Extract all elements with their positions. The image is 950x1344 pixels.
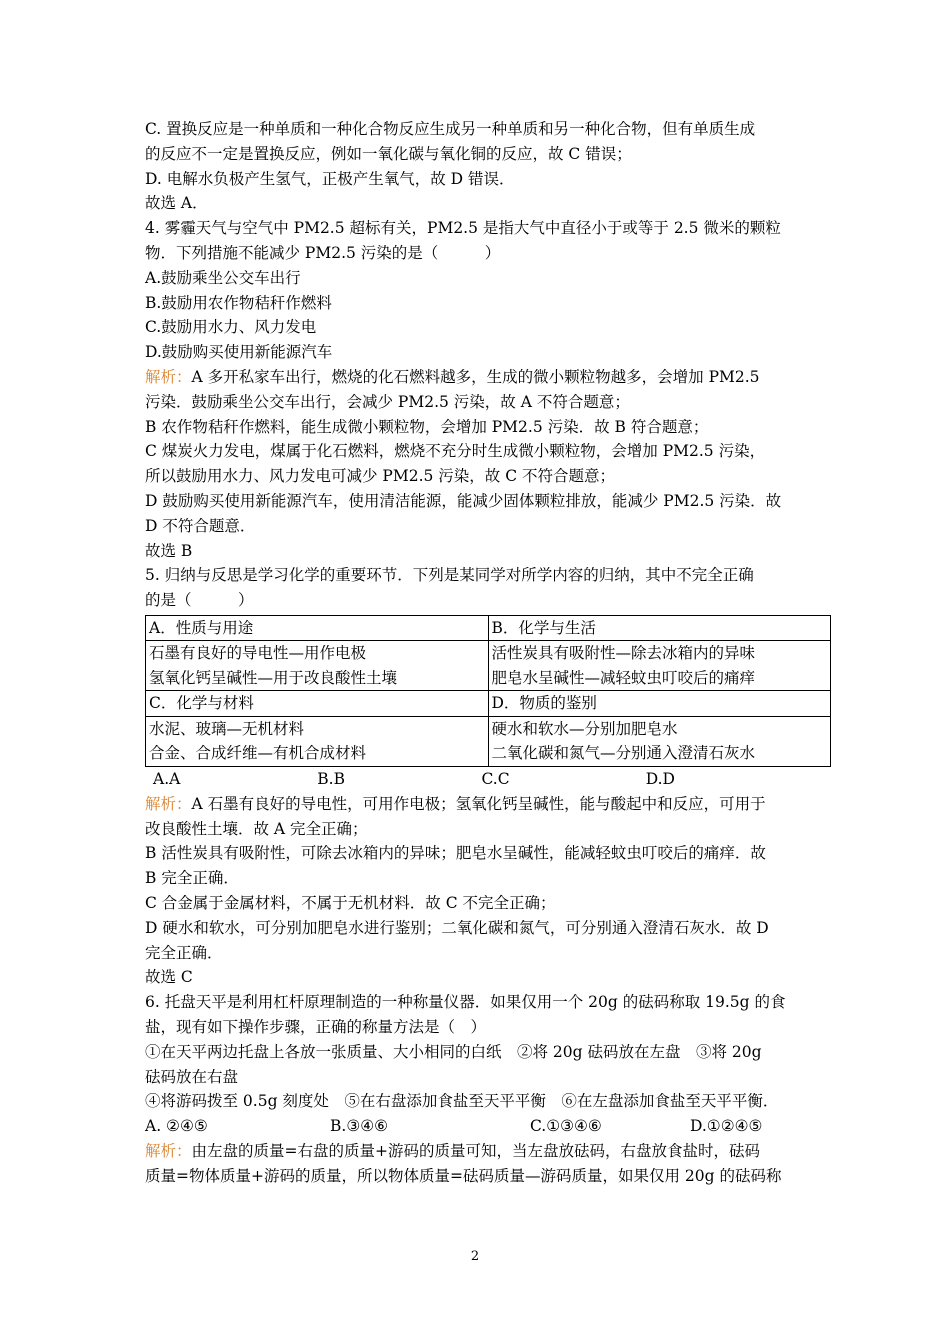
summary-table [145, 615, 831, 767]
text-line: 的是（ ） [145, 591, 254, 610]
cell-line: A．性质与用途 [149, 618, 254, 637]
analysis-label: 解析： [145, 367, 192, 386]
text-line: 5. 归纳与反思是学习化学的重要环节．下列是某同学对所学内容的归纳，其中不完全正确 [145, 566, 754, 585]
text-line: A.鼓励乘坐公交车出行 [145, 268, 301, 287]
text-line: D 鼓励购买使用新能源汽车，使用清洁能源，能减少固体颗粒排放，能减少 PM2.5 污染．故 [145, 491, 782, 510]
option-a: A.A [153, 769, 181, 788]
text-line: 物．下列措施不能减少 PM2.5 污染的是（ ） [145, 243, 501, 262]
table-cell [488, 615, 831, 641]
text-line: 所以鼓励用水力、风力发电可减少 PM2.5 污染，故 C 不符合题意； [145, 467, 616, 486]
table-cell [146, 691, 489, 717]
analysis-line: 解析：A 多开私家车出行，燃烧的化石燃料越多，生成的微小颗粒物越多，会增加 PM2.5 [145, 367, 760, 386]
option-b: B.③④⑥ [330, 1117, 389, 1136]
text-line: B 活性炭具有吸附性，可除去冰箱内的异味；肥皂水呈碱性，能减轻蚊虫叮咬后的痛痒．故 [145, 844, 766, 863]
analysis-line: 解析：由左盘的质量=右盘的质量+游码的质量可知，当左盘放砝码，右盘放食盐时，砝码 [145, 1141, 760, 1160]
cell-line: 二氧化碳和氮气—分别通入澄清石灰水 [491, 744, 756, 763]
text-line: C 合金属于金属材料，不属于无机材料．故 C 不完全正确； [145, 893, 556, 912]
text-block-q6-analysis [145, 1164, 810, 1189]
text-line: 污染．鼓励乘坐公交车出行，会减少 PM2.5 污染，故 A 不符合题意； [145, 392, 630, 411]
cell-line: 石墨有良好的导电性—用作电极 [149, 644, 367, 663]
cell-line: C．化学与材料 [149, 694, 254, 713]
cell-line: 活性炭具有吸附性—除去冰箱内的异味 [491, 644, 756, 663]
text-line: ④将游码拨至 0.5g 刻度处 ⑤在右盘添加食盐至天平平衡 ⑥在左盘添加食盐至天平平衡． [145, 1092, 779, 1111]
option-d: D.D [645, 769, 675, 788]
table-cell [488, 691, 831, 717]
text-line: B 完全正确． [145, 869, 239, 888]
analysis-label: 解析： [145, 794, 192, 813]
table-row [146, 691, 831, 717]
table-cell [488, 641, 831, 691]
text-line: 故选 B [145, 541, 193, 560]
option-c: C.C [481, 769, 510, 788]
text-line: D 硬水和软水，可分别加肥皂水进行鉴别；二氧化碳和氮气，可分别通入澄清石灰水．故 D [145, 918, 769, 937]
cell-line: 氢氧化钙呈碱性—用于改良酸性土壤 [149, 668, 398, 687]
text-line: 砝码放在右盘 [145, 1067, 239, 1086]
analysis-line: 解析：A 石墨有良好的导电性，可用作电极；氢氧化钙呈碱性，能与酸起中和反应，可用于 [145, 794, 766, 813]
cell-line: B．化学与生活 [491, 618, 596, 637]
text-line: D.鼓励购买使用新能源汽车 [145, 343, 333, 362]
q6-options [145, 1114, 810, 1139]
table-cell [488, 716, 831, 766]
cell-line: 硬水和软水—分别加肥皂水 [491, 719, 678, 738]
table-cell [146, 716, 489, 766]
text-line: B 农作物秸秆作燃料，能生成微小颗粒物，会增加 PM2.5 污染．故 B 符合题意； [145, 417, 709, 436]
option-d: D.①②④⑤ [690, 1117, 763, 1136]
text-line: 4. 雾霾天气与空气中 PM2.5 超标有关，PM2.5 是指大气中直径小于或等于 2.5 微米的颗粒 [145, 219, 781, 238]
option-b: B.B [317, 769, 345, 788]
text-block-q5-analysis [145, 817, 810, 1115]
text-line: 盐，现有如下操作步骤，正确的称量方法是（ ） [145, 1017, 487, 1036]
table-cell [146, 615, 489, 641]
option-a: A. ②④⑤ [145, 1117, 208, 1136]
table-row [146, 716, 831, 766]
document-body [145, 117, 810, 1188]
table-row [146, 641, 831, 691]
text-line: 6. 托盘天平是利用杠杆原理制造的一种称量仪器．如果仅用一个 20g 的砝码称取 19.5g 的食 [145, 993, 786, 1012]
analysis-label: 解析： [145, 1141, 192, 1160]
table-cell [146, 641, 489, 691]
cell-line: D．物质的鉴别 [491, 694, 597, 713]
table-row [146, 615, 831, 641]
text-line: C 煤炭火力发电，煤属于化石燃料，燃烧不充分时生成微小颗粒物，会增加 PM2.5 污染， [145, 442, 766, 461]
text-line: ①在天平两边托盘上各放一张质量、大小相同的白纸 ②将 20g 砝码放在左盘 ③将 20g [145, 1042, 762, 1061]
text-line: 故选 A． [145, 194, 208, 213]
cell-line: 合金、合成纤维—有机合成材料 [149, 744, 367, 763]
text-line: C. 置换反应是一种单质和一种化合物反应生成另一种单质和另一种化合物，但有单质生成 [145, 120, 756, 138]
q5-options [145, 767, 810, 792]
page-number: 2 [470, 1249, 480, 1264]
text-block-q4-analysis [145, 390, 810, 613]
cell-line: 肥皂水呈碱性—减轻蚊虫叮咬后的痛痒 [491, 668, 756, 687]
text-line: D 不符合题意． [145, 516, 256, 535]
text-block-q3-q4 [145, 117, 810, 365]
text-line: 完全正确． [145, 943, 223, 962]
text-line: 改良酸性土壤．故 A 完全正确； [145, 819, 368, 838]
text-line: 故选 C [145, 968, 193, 987]
text-line: B.鼓励用农作物秸秆作燃料 [145, 293, 332, 312]
text-line: 的反应不一定是置换反应，例如一氧化碳与氧化铜的反应，故 C 错误； [145, 144, 632, 163]
text-line: D. 电解水负极产生氢气，正极产生氧气，故 D 错误． [145, 169, 515, 188]
cell-line: 水泥、玻璃—无机材料 [149, 719, 305, 738]
option-c: C.①③④⑥ [530, 1117, 602, 1136]
text-line: C.鼓励用水力、风力发电 [145, 318, 317, 337]
text-line: 质量=物体质量+游码的质量，所以物体质量=砝码质量—游码质量，如果仅用 20g 的砝码称 [145, 1166, 782, 1185]
